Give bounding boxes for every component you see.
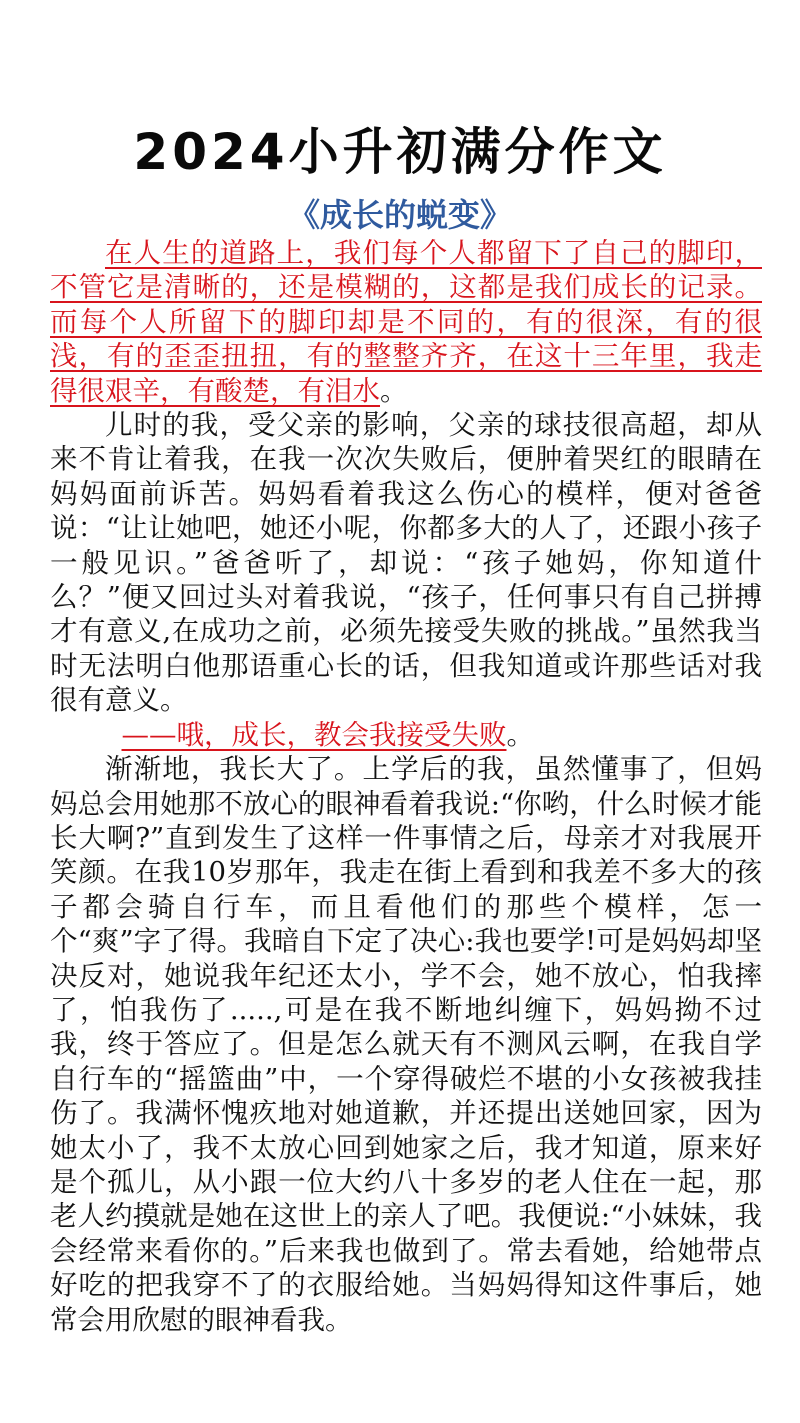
motto-ending-punctuation: 。 bbox=[506, 718, 534, 751]
highlighted-intro-text: 在人生的道路上，我们每个人都留下了自己的脚印，不管它是清晰的，还是模糊的，这都是我们成长的记录。而每个人所留下的脚印却是不同的，有的很深，有的很浅，有的歪歪扭扭，有的整整齐齐，在这十三年里，我走得很艰辛，有酸楚，有泪水 bbox=[50, 237, 762, 407]
intro-ending-punctuation: 。 bbox=[380, 374, 408, 407]
paragraph-childhood: 儿时的我，受父亲的影响，父亲的球技很高超，却从来不肯让着我，在我一次次失败后，便肿着哭红的眼睛在妈妈面前诉苦。妈妈看着我这么伤心的模样，便对爸爸说：“让让她吧，她还小呢，你都多大的人了，还跟小孩子一般见识。”爸爸听了，却说：“孩子她妈，你知道什么？”便又回过头对着我说，“孩子，任何事只有自己拼搏才有意义,在成功之前，必须先接受失败的挑战。”虽然我当时无法明白他那语重心长的话，但我知道或许那些话对我很有意义。 bbox=[50, 409, 762, 717]
paragraph-growing-up: 渐渐地，我长大了。上学后的我，虽然懂事了，但妈妈总会用她那不放心的眼神看着我说:“你哟，什么时候才能长大啊?”直到发生了这样一件事情之后，母亲才对我展开笑颜。在我10岁那年，我走在街上看到和我差不多大的孩子都会骑自行车，而且看他们的那些个模样，怎一个“爽”字了得。我暗自下定了决心:我也要学!可是妈妈却坚决反对，她说我年纪还太小，学不会，她不放心，怕我摔了，怕我伤了.....,可是在我不断地纠缠下，妈妈拗不过我，终于答应了。但是怎么就天有不测风云啊，在我自学自行车的“摇篮曲”中，一个穿得破烂不堪的小女孩被我挂伤了。我满怀愧疚地对她道歉，并还提出送她回家，因为她太小了，我不太放心回到她家之后，我才知道，原来好是个孤儿，从小跟一位大约八十多岁的老人住在一起，那老人约摸就是她在这世上的亲人了吧。我便说:“小妹妹，我会经常来看你的。”后来我也做到了。常去看她，给她带点好吃的把我穿不了的衣服给她。当妈妈得知这件事后，她常会用欣慰的眼神看我。 bbox=[50, 753, 762, 1336]
page-title: 2024小升初满分作文 bbox=[133, 123, 667, 181]
essay-title: 《成长的蜕变》 bbox=[287, 196, 512, 234]
motto-line bbox=[50, 718, 762, 752]
essay-body bbox=[50, 236, 762, 1337]
paragraph-intro bbox=[50, 236, 762, 408]
highlighted-motto-text: ——哦，成长，教会我接受失败 bbox=[121, 718, 507, 751]
